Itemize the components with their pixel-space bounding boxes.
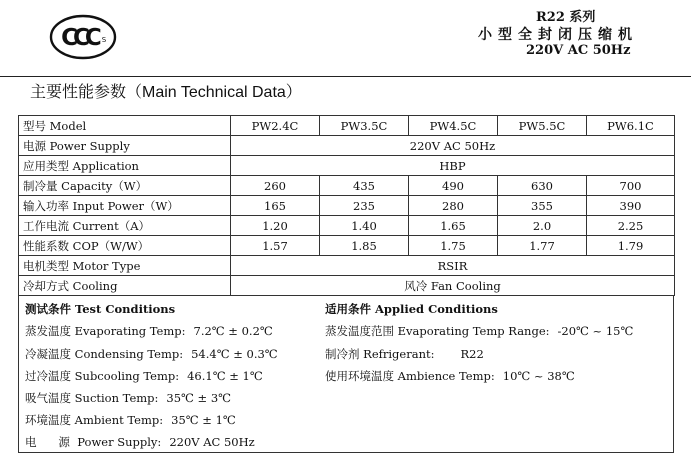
condition-label: 制冷剂 Refrigerant: — [325, 347, 435, 361]
condition-label: 蒸发温度范围 Evaporating Temp Range: — [325, 324, 550, 338]
condition-row — [25, 412, 236, 428]
technical-data-table — [18, 115, 675, 296]
condition-label: 过冷温度 Subcooling Temp: — [25, 369, 180, 383]
table-row-application — [19, 156, 675, 176]
condition-row — [25, 390, 231, 406]
table-cell: 435 — [320, 176, 409, 196]
table-cell: 165 — [231, 196, 320, 216]
row-label: 电机类型 Motor Type — [19, 256, 231, 276]
table-cell: 1.57 — [231, 236, 320, 256]
table-cell: 490 — [409, 176, 498, 196]
table-cell: 1.77 — [498, 236, 587, 256]
row-label: 输入功率 Input Power（W） — [19, 196, 231, 216]
ccc-logo — [48, 14, 118, 60]
model-cell: PW4.5C — [409, 116, 498, 136]
table-row-capacity — [19, 176, 675, 196]
conditions-panel — [18, 296, 674, 453]
condition-row — [325, 323, 633, 339]
condition-value: 10℃ ~ 38℃ — [502, 369, 575, 383]
table-cell: 1.85 — [320, 236, 409, 256]
table-cell: 1.79 — [587, 236, 675, 256]
logo-text: CCC — [61, 25, 97, 51]
table-cell: 1.65 — [409, 216, 498, 236]
condition-value: 7.2℃ ± 0.2℃ — [193, 324, 273, 338]
header-divider — [0, 76, 691, 77]
condition-row — [25, 368, 263, 384]
table-row-input-power — [19, 196, 675, 216]
condition-value: 35℃ ± 1℃ — [171, 413, 236, 427]
model-cell: PW2.4C — [231, 116, 320, 136]
test-conditions-title: 测试条件 Test Conditions — [25, 302, 176, 316]
series-title: R22 系列 — [536, 10, 596, 25]
row-label: 制冷量 Capacity（W） — [19, 176, 231, 196]
table-cell: 260 — [231, 176, 320, 196]
row-label: 工作电流 Current（A） — [19, 216, 231, 236]
table-row-model — [19, 116, 675, 136]
row-label: 型号 Model — [19, 116, 231, 136]
condition-value: 220V AC 50Hz — [169, 435, 255, 449]
condition-value: 46.1℃ ± 1℃ — [187, 369, 263, 383]
row-label: 应用类型 Application — [19, 156, 231, 176]
condition-row — [25, 323, 273, 339]
table-cell: 1.75 — [409, 236, 498, 256]
section-title: 主要性能参数（Main Technical Data） — [30, 84, 302, 101]
table-row-current — [19, 216, 675, 236]
condition-label: 环境温度 Ambient Temp: — [25, 413, 164, 427]
table-cell: 1.20 — [231, 216, 320, 236]
row-label: 电源 Power Supply — [19, 136, 231, 156]
condition-value: 54.4℃ ± 0.3℃ — [191, 347, 278, 361]
table-cell: 355 — [498, 196, 587, 216]
model-cell: PW3.5C — [320, 116, 409, 136]
condition-label: 冷凝温度 Condensing Temp: — [25, 347, 184, 361]
logo-mark: S — [101, 36, 107, 44]
model-cell: PW5.5C — [498, 116, 587, 136]
table-row-cooling — [19, 276, 675, 296]
table-cell: 235 — [320, 196, 409, 216]
motor-value: RSIR — [231, 256, 675, 276]
application-value: HBP — [231, 156, 675, 176]
table-cell: 1.40 — [320, 216, 409, 236]
product-subtitle: 小型全封闭压缩机 — [478, 27, 638, 43]
table-row-cop — [19, 236, 675, 256]
table-cell: 2.0 — [498, 216, 587, 236]
condition-row — [25, 346, 278, 362]
applied-conditions-title: 适用条件 Applied Conditions — [325, 302, 498, 316]
table-cell: 2.25 — [587, 216, 675, 236]
condition-label: 电 源 Power Supply: — [25, 435, 162, 449]
condition-row — [25, 434, 255, 450]
row-label: 性能系数 COP（W/W） — [19, 236, 231, 256]
model-cell: PW6.1C — [587, 116, 675, 136]
condition-row — [325, 368, 575, 384]
cooling-value: 风冷 Fan Cooling — [231, 276, 675, 296]
table-cell: 390 — [587, 196, 675, 216]
condition-label: 吸气温度 Suction Temp: — [25, 391, 159, 405]
table-cell: 280 — [409, 196, 498, 216]
condition-row — [325, 346, 484, 362]
table-row-motor — [19, 256, 675, 276]
power-spec: 220V AC 50Hz — [526, 43, 631, 58]
condition-value: -20℃ ~ 15℃ — [557, 324, 634, 338]
power-value: 220V AC 50Hz — [231, 136, 675, 156]
table-row-power — [19, 136, 675, 156]
table-cell: 630 — [498, 176, 587, 196]
condition-label: 使用环境温度 Ambience Temp: — [325, 369, 495, 383]
row-label: 冷却方式 Cooling — [19, 276, 231, 296]
condition-label: 蒸发温度 Evaporating Temp: — [25, 324, 186, 338]
table-cell: 700 — [587, 176, 675, 196]
condition-value: 35℃ ± 3℃ — [166, 391, 232, 405]
condition-value: R22 — [460, 347, 484, 361]
